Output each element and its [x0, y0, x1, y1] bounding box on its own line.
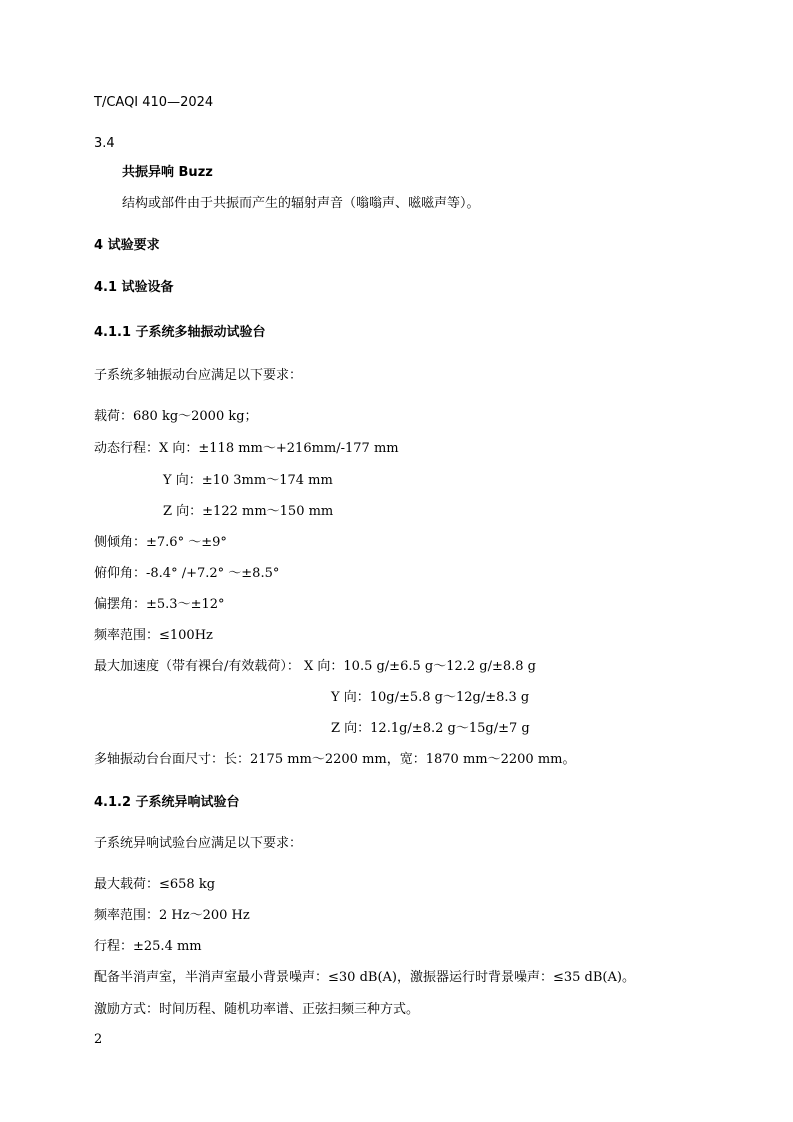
frequency-range-spec-2: 频率范围：2 Hz～200 Hz [94, 908, 250, 923]
accel-x-spec: 最大加速度（带有裸台/有效载荷）： X 向：10.5 g/±6.5 g～12.2 g/±8.8 g [94, 659, 537, 674]
stroke-x-spec: 动态行程：X 向：±118 mm～+216mm/-177 mm [94, 441, 399, 456]
requirements-intro-2: 子系统异响试验台应满足以下要求： [94, 836, 303, 851]
pitch-angle-spec: 俯仰角：-8.4° /+7.2° ～±8.5° [94, 566, 280, 581]
stroke-spec: 行程：±25.4 mm [94, 939, 202, 954]
load-spec: 载荷：680 kg～2000 kg； [94, 409, 258, 424]
accel-y-spec: Y 向：10g/±5.8 g～12g/±8.3 g [331, 690, 530, 705]
clause-number-3-4: 3.4 [94, 136, 115, 151]
roll-angle-spec: 侧倾角：±7.6° ～±9° [94, 535, 227, 550]
section-heading-4: 4 试验要求 [94, 238, 160, 253]
anechoic-room-spec: 配备半消声室，半消声室最小背景噪声：≤30 dB(A)，激振器运行时背景噪声：≤35 dB(A)。 [94, 970, 635, 985]
document-code: T/CAQI 410—2024 [94, 95, 214, 110]
table-size-spec: 多轴振动台台面尺寸：长：2175 mm～2200 mm，宽：1870 mm～2200 mm。 [94, 752, 576, 767]
excitation-mode-spec: 激励方式：时间历程、随机功率谱、正弦扫频三种方式。 [94, 1002, 420, 1017]
term-title: 共振异响 Buzz [122, 165, 213, 180]
section-heading-4-1-2: 4.1.2 子系统异响试验台 [94, 795, 240, 810]
stroke-z-spec: Z 向：±122 mm～150 mm [163, 504, 334, 519]
yaw-angle-spec: 偏摆角：±5.3～±12° [94, 597, 225, 612]
section-heading-4-1: 4.1 试验设备 [94, 280, 174, 295]
frequency-range-spec: 频率范围：≤100Hz [94, 628, 213, 643]
requirements-intro: 子系统多轴振动台应满足以下要求： [94, 368, 303, 383]
accel-z-spec: Z 向：12.1g/±8.2 g～15g/±7 g [331, 721, 530, 736]
stroke-y-spec: Y 向：±10 3mm～174 mm [163, 473, 333, 488]
section-heading-4-1-1: 4.1.1 子系统多轴振动试验台 [94, 325, 266, 340]
page-number: 2 [94, 1032, 103, 1047]
max-load-spec: 最大载荷：≤658 kg [94, 877, 216, 892]
term-definition: 结构或部件由于共振而产生的辐射声音（嗡嗡声、嗞嗞声等）。 [122, 196, 480, 211]
